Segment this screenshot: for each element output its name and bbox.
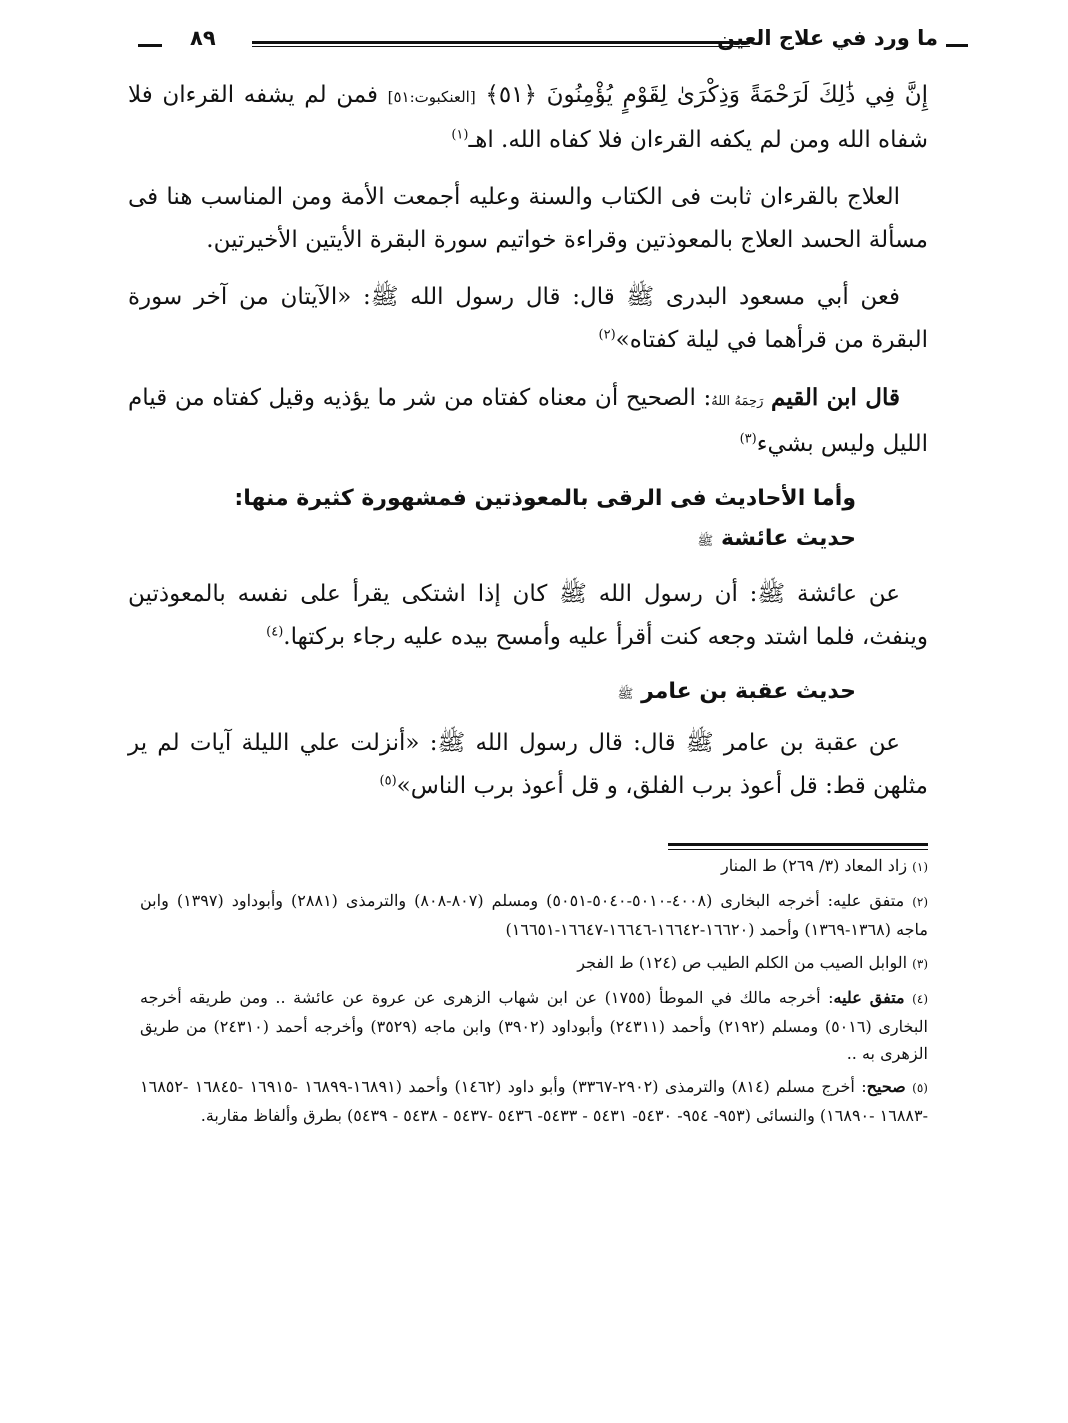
page-header — [138, 20, 938, 60]
heading-uqba-text: حديث عقبة بن عامر — [641, 679, 856, 704]
paragraph-5 — [128, 573, 928, 659]
footnote-5-number: (٥) — [912, 1081, 928, 1095]
footnote-ref-5: (٥) — [379, 773, 397, 789]
paragraph-1 — [128, 74, 928, 162]
section-heading-hadiths: وأما الأحاديث فى الرقى بالمعوذتين فمشهورة كثيرة منها: — [234, 486, 856, 511]
header-rule-thin — [252, 46, 750, 47]
header-dash-left — [138, 44, 162, 47]
footnote-5-text: : أخرج مسلم (٨١٤) والترمذى (٢٩٠٢-٣٣٦٧) وأبو داود (١٤٦٢) وأحمد (١٦٨٩١-١٦٨٩٩ -١٦٩١٥ -١٦٨٤٥ -١٦٨٥٢ -١٦٨٨٣ -١٦٨٩٠) والنسائى (٩٥٣- ٩٥٤- ٥٤٣٠- ٥٤٣١ - ٥٤٣٣- ٥٤٣٦ -٥٤٣٧ - ٥٤٣٨ - ٥٤٣٩) بطرق وألفاظ مقاربة. — [140, 1077, 928, 1125]
footnote-1-text: زاد المعاد (٣/ ٢٦٩) ط المنار — [721, 856, 908, 875]
quran-verse: إِنَّ فِي ذَٰلِكَ لَرَحْمَةً وَذِكْرَىٰ لِقَوْمٍ يُؤْمِنُونَ ﴿٥١﴾ — [485, 82, 929, 108]
footnote-3 — [140, 949, 928, 978]
honorific-uqba: ﷺ — [617, 687, 634, 702]
footnote-4-number: (٤) — [912, 992, 928, 1006]
footnote-ref-1: (١) — [451, 127, 469, 143]
footnote-4-text: : أخرجه مالك في الموطأ (١٧٥٥) عن ابن شهاب الزهرى عن عروة عن عائشة .. ومن طريقه أخرجه البخارى (٥٠١٦) ومسلم (٢١٩٢) وأحمد (٢٤٣١١) وأبوداود (٣٩٠٢) وابن ماجه (٣٥٢٩) وأخرجه أحمد (٢٤٣١٠) من طريق الزهرى به .. — [140, 988, 928, 1063]
header-rule — [252, 41, 750, 44]
footnote-4-label: متفق عليه — [833, 988, 905, 1007]
header-dash-right — [946, 44, 968, 47]
paragraph-5-text: عن عائشة ﷺ: أن رسول الله ﷺ كان إذا اشتكى يقرأ على نفسه بالمعوذتين وينفث، فلما اشتد وجعه كنت أقرأ عليه وأمسح بيده عليه رجاء بركتها. — [128, 581, 928, 650]
footnote-5 — [140, 1073, 928, 1129]
paragraph-3-text: فعن أبي مسعود البدرى ﷺ قال: قال رسول الله ﷺ: «الآيتان من آخر سورة البقرة من قرأهما في ليلة كفتاه» — [128, 284, 928, 353]
paragraph-4-text: : الصحيح أن معناه كفتاه من شر ما يؤذيه وقيل كفتاه من قيام الليل وليس بشيء — [128, 385, 928, 457]
footnote-2 — [140, 887, 928, 943]
paragraph-3 — [128, 276, 928, 362]
page-number: ٨٩ — [190, 26, 216, 50]
paragraph-6 — [128, 722, 928, 808]
main-text — [128, 74, 928, 822]
footnote-2-text: متفق عليه: أخرجه البخارى (٤٠٠٨-٥٠١٠-٥٠٤٠-٥٠٥١) ومسلم (٨٠٧-٨٠٨) والترمذى (٢٨٨١) وأبوداود (١٣٩٧) وابن ماجه (١٣٦٨-١٣٦٩) وأحمد (١٦٦٢٠-١٦٦٤٢-١٦٦٤٦-١٦٦٤٧-١٦٦٥١) — [140, 891, 928, 939]
footnote-4 — [140, 984, 928, 1067]
footnote-3-number: (٣) — [912, 957, 928, 971]
footnote-rule-thin — [668, 849, 928, 850]
footnote-ref-3: (٣) — [739, 431, 757, 447]
footnote-1-number: (١) — [912, 860, 928, 874]
paragraph-1-text: فمن لم يشفه القرءان فلا شفاه الله ومن لم يكفه القرءان فلا كفاه الله. اهـ — [128, 82, 928, 153]
ibn-qayyim-label: قال ابن القيم — [771, 384, 901, 411]
footnote-ref-4: (٤) — [266, 624, 284, 640]
chapter-title: ما ورد في علاج العين — [717, 26, 938, 50]
footnote-3-text: الوابل الصيب من الكلم الطيب ص (١٢٤) ط الفجر — [577, 953, 908, 972]
paragraph-4 — [128, 376, 928, 466]
footnotes — [140, 852, 928, 1135]
honorific-rahimahullah: رَحِمَهُ اللهُ — [711, 394, 764, 409]
paragraph-6-text: عن عقبة بن عامر ﷺ قال: قال رسول الله ﷺ: «أنزلت علي الليلة آيات لم ير مثلهن قط: قل أعوذ برب الفلق، و قل أعوذ برب الناس» — [128, 730, 928, 799]
section-heading-aisha — [128, 520, 856, 561]
verse-reference: [العنكبوت:٥١] — [387, 88, 476, 106]
footnote-ref-2: (٢) — [598, 327, 616, 343]
footnote-rule — [668, 843, 928, 846]
footnote-2-number: (٢) — [912, 895, 929, 909]
paragraph-2 — [128, 176, 928, 262]
section-heading-uqba — [128, 673, 856, 714]
paragraph-2-text: العلاج بالقرءان ثابت فى الكتاب والسنة وعليه أجمعت الأمة ومن المناسب هنا فى مسألة الحسد العلاج بالمعوذتين وقراءة خواتيم سورة البقرة الأيتين الأخيرتين. — [128, 184, 928, 253]
footnote-5-label: صحيح — [866, 1077, 906, 1096]
honorific-aisha: ﷺ — [697, 534, 714, 549]
footnote-1 — [140, 852, 928, 881]
heading-aisha-text: حديث عائشة — [720, 526, 856, 551]
